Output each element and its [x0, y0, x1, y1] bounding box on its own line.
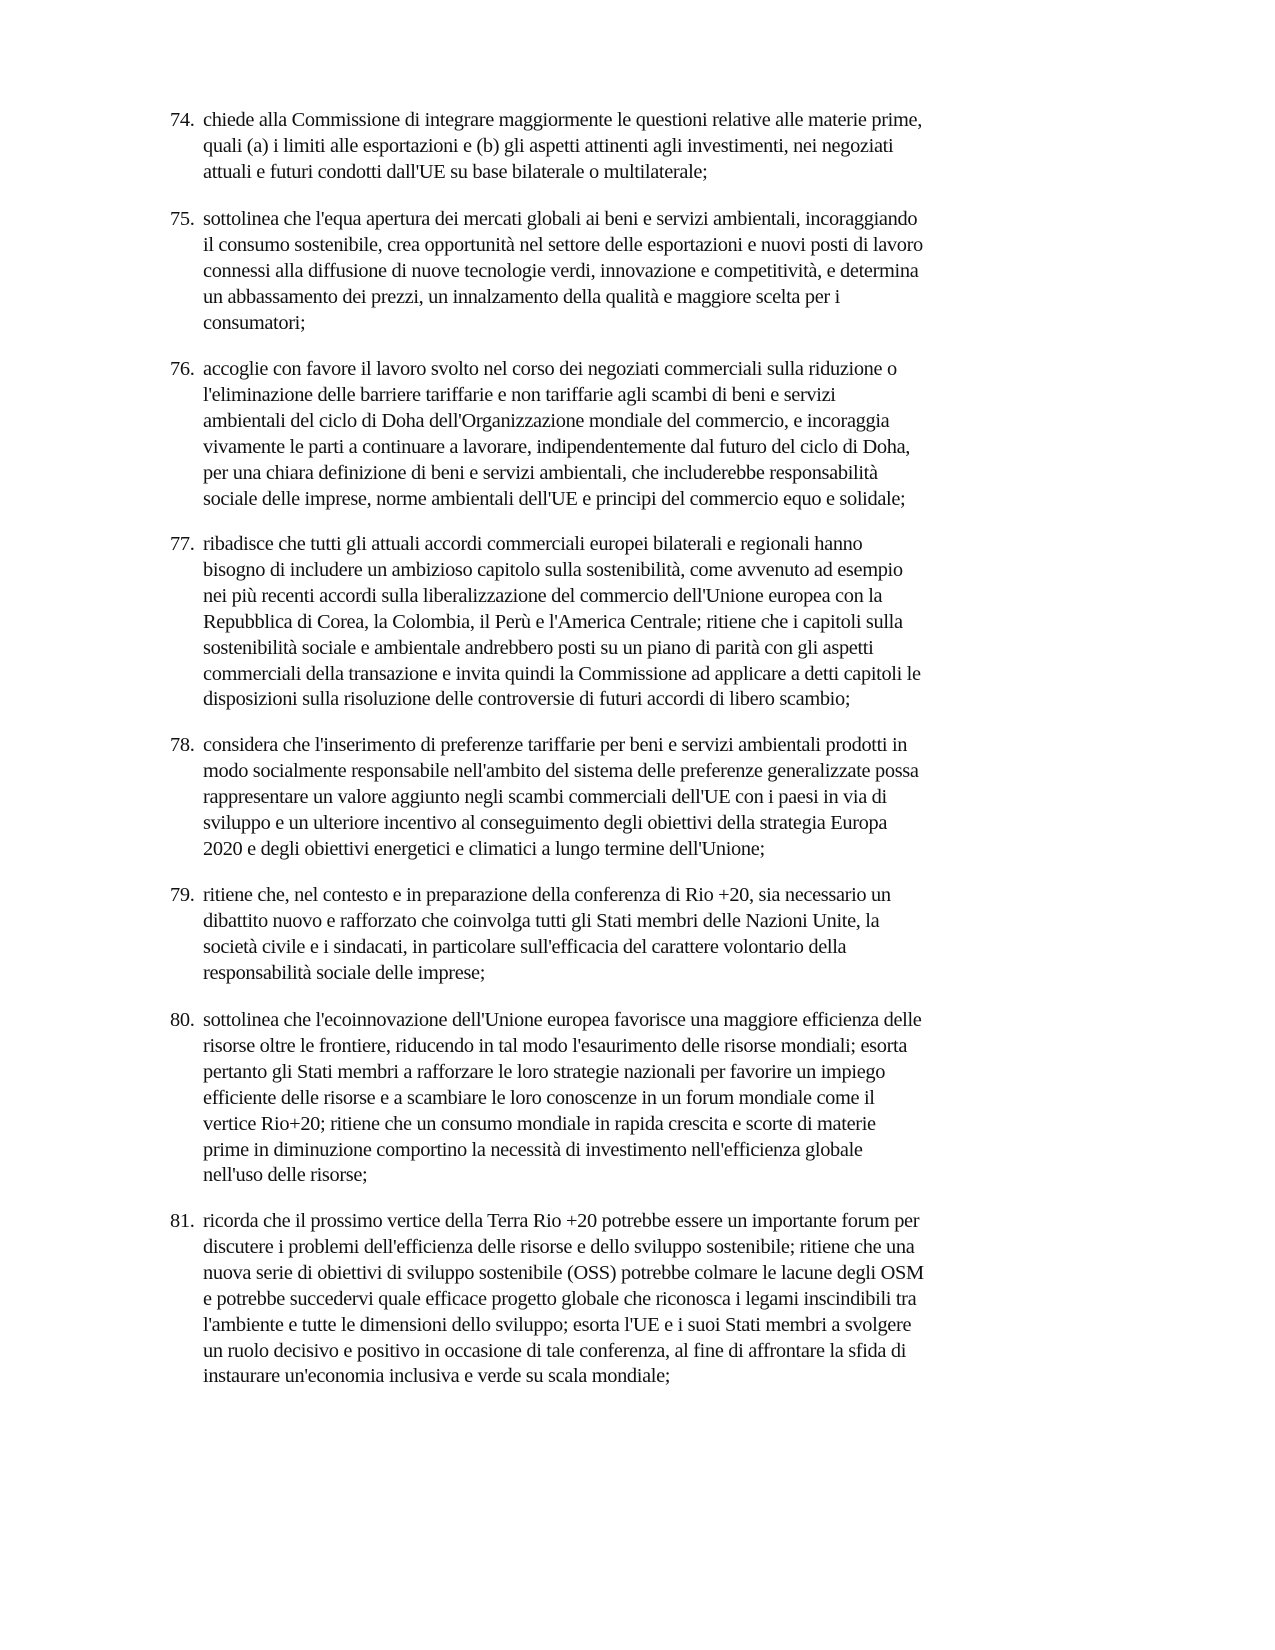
text-line: nuova serie di obiettivi di sviluppo sostenibile (OSS) potrebbe colmare le lacune degli OSM [203, 1261, 924, 1284]
text-line: attuali e futuri condotti dall'UE su base bilaterale o multilaterale; [203, 160, 708, 183]
text-line: 2020 e degli obiettivi energetici e climatici a lungo termine dell'Unione; [203, 837, 765, 860]
paragraph-number: 78. [170, 734, 195, 756]
text-line: connessi alla diffusione di nuove tecnologie verdi, innovazione e competitività, e determina [203, 259, 919, 282]
text-line: responsabilità sociale delle imprese; [203, 961, 486, 984]
text-line: consumatori; [203, 311, 306, 334]
text-line: Repubblica di Corea, la Colombia, il Perù e l'America Centrale; ritiene che i capitoli sulla [203, 610, 903, 633]
text-line: ricorda che il prossimo vertice della Terra Rio +20 potrebbe essere un importante forum per [203, 1210, 920, 1232]
text-line: instaurare un'economia inclusiva e verde su scala mondiale; [203, 1365, 671, 1388]
text-line: sottolinea che l'ecoinnovazione dell'Unione europea favorisce una maggiore efficienza delle [203, 1009, 922, 1031]
text-line: ribadisce che tutti gli attuali accordi commerciali europei bilaterali e regionali hanno [203, 533, 863, 555]
text-line: efficiente delle risorse e a scambiare le loro conoscenze in un forum mondiale come il [203, 1086, 875, 1109]
paragraph-75 [170, 207, 1090, 337]
text-line: un abbassamento dei prezzi, un innalzamento della qualità e maggiore scelta per i [203, 285, 840, 308]
text-line: pertanto gli Stati membri a rafforzare le loro strategie nazionali per favorire un impiego [203, 1060, 886, 1083]
text-line: chiede alla Commissione di integrare maggiormente le questioni relative alle materie prime, [203, 109, 922, 131]
text-line: modo socialmente responsabile nell'ambito del sistema delle preferenze generalizzate possa [203, 759, 919, 782]
paragraph-number: 77. [170, 533, 195, 555]
paragraph-number: 76. [170, 358, 195, 380]
paragraph-77 [170, 532, 1090, 713]
text-line: un ruolo decisivo e positivo in occasione di tale conferenza, al fine di affrontare la sfida di [203, 1339, 907, 1362]
paragraph-text [203, 733, 1090, 863]
text-line: ambientali del ciclo di Doha dell'Organizzazione mondiale del commercio, e incoraggia [203, 409, 890, 432]
text-line: società civile e i sindacati, in particolare sull'efficacia del carattere volontario della [203, 935, 847, 958]
text-line: disposizioni sulla risoluzione delle controversie di futuri accordi di libero scambio; [203, 688, 851, 711]
paragraph-80 [170, 1008, 1090, 1189]
paragraph-text [203, 532, 1090, 713]
paragraph-number: 80. [170, 1009, 195, 1031]
paragraph-81 [170, 1209, 1090, 1390]
text-line: l'ambiente e tutte le dimensioni dello sviluppo; esorta l'UE e i suoi Stati membri a svolgere [203, 1313, 912, 1336]
text-line: dibattito nuovo e rafforzato che coinvolga tutti gli Stati membri delle Nazioni Unite, la [203, 909, 880, 932]
text-line: bisogno di includere un ambizioso capitolo sulla sostenibilità, come avvenuto ad esempio [203, 558, 903, 581]
paragraph-text [203, 1209, 1090, 1390]
paragraph-text [203, 207, 1090, 337]
text-line: ritiene che, nel contesto e in preparazione della conferenza di Rio +20, sia necessario un [203, 884, 891, 906]
text-line: rappresentare un valore aggiunto negli scambi commerciali dell'UE con i paesi in via di [203, 785, 887, 808]
paragraph-78 [170, 733, 1090, 863]
paragraph-76 [170, 357, 1090, 512]
paragraph-number: 81. [170, 1210, 195, 1232]
text-line: sottolinea che l'equa apertura dei mercati globali ai beni e servizi ambientali, incoraggiando [203, 208, 918, 230]
paragraph-number: 75. [170, 208, 195, 230]
paragraph-number: 74. [170, 109, 195, 131]
text-line: sostenibilità sociale e ambientale andrebbero posti su un piano di parità con gli aspetti [203, 636, 874, 659]
text-line: quali (a) i limiti alle esportazioni e (b) gli aspetti attinenti agli investimenti, nei negoziati [203, 134, 894, 157]
paragraph-text [203, 108, 1090, 186]
text-line: l'eliminazione delle barriere tariffarie e non tariffarie agli scambi di beni e servizi [203, 383, 836, 406]
text-line: commerciali della transazione e invita quindi la Commissione ad applicare a detti capitoli le [203, 662, 921, 685]
text-line: e potrebbe succedervi quale efficace progetto globale che riconosca i legami inscindibili tra [203, 1287, 917, 1310]
text-line: il consumo sostenibile, crea opportunità nel settore delle esportazioni e nuovi posti di lavoro [203, 233, 923, 256]
text-line: risorse oltre le frontiere, riducendo in tal modo l'esaurimento delle risorse mondiali; esorta [203, 1034, 908, 1057]
text-line: per una chiara definizione di beni e servizi ambientali, che includerebbe responsabilità [203, 461, 878, 484]
paragraph-text [203, 883, 1090, 987]
text-line: prime in diminuzione comportino la necessità di investimento nell'efficienza globale [203, 1138, 863, 1161]
text-line: nei più recenti accordi sulla liberalizzazione del commercio dell'Unione europea con la [203, 584, 883, 607]
paragraph-79 [170, 883, 1090, 987]
paragraph-number: 79. [170, 884, 195, 906]
paragraph-text [203, 1008, 1090, 1189]
text-line: accoglie con favore il lavoro svolto nel corso dei negoziati commerciali sulla riduzione o [203, 358, 897, 380]
text-line: nell'uso delle risorse; [203, 1164, 368, 1187]
text-line: sociale delle imprese, norme ambientali dell'UE e principi del commercio equo e solidale; [203, 487, 906, 510]
paragraph-74 [170, 108, 1090, 186]
text-line: discutere i problemi dell'efficienza delle risorse e dello sviluppo sostenibile; ritiene che una [203, 1235, 915, 1258]
text-line: vivamente le parti a continuare a lavorare, indipendentemente dal futuro del ciclo di Doha, [203, 435, 911, 458]
paragraph-text [203, 357, 1090, 512]
text-line: considera che l'inserimento di preferenze tariffarie per beni e servizi ambientali prodotti in [203, 734, 908, 756]
text-line: sviluppo e un ulteriore incentivo al conseguimento degli obiettivi della strategia Europa [203, 811, 888, 834]
text-line: vertice Rio+20; ritiene che un consumo mondiale in rapida crescita e scorte di materie [203, 1112, 876, 1135]
